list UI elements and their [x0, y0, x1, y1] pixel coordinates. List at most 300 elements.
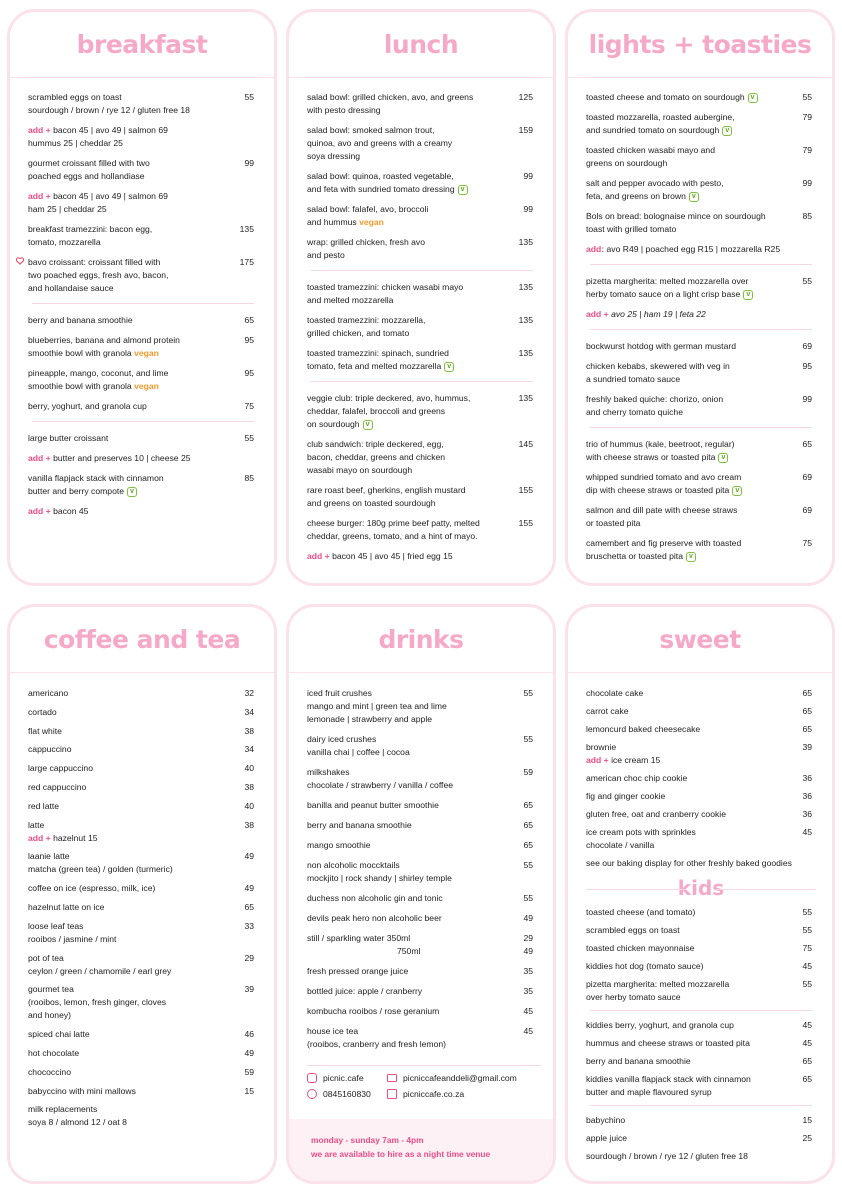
drinks-list	[289, 673, 553, 1051]
menu-item	[586, 942, 816, 955]
item-line	[586, 288, 780, 301]
item-text: toasted cheese and tomato on sourdough	[586, 92, 745, 102]
item-line	[307, 347, 501, 360]
item-price: 49	[523, 913, 533, 923]
item-text: tomato, mozzarella	[28, 237, 101, 247]
item-line	[586, 1114, 780, 1127]
item-line	[307, 530, 501, 543]
item-line	[586, 517, 780, 530]
item-text: salad bowl: quinoa, roasted vegetable,	[307, 171, 454, 181]
item-line	[586, 906, 780, 919]
item-line	[586, 991, 780, 1004]
menu-item	[307, 281, 537, 307]
menu-item	[28, 1103, 258, 1129]
menu-item	[28, 400, 258, 413]
menu-item	[307, 687, 537, 726]
item-text: berry and banana smoothie	[586, 1056, 691, 1066]
item-price: 85	[802, 211, 812, 221]
divider	[590, 1010, 812, 1011]
item-text: bacon 45	[53, 506, 89, 516]
menu-item	[586, 924, 816, 937]
item-line	[307, 91, 501, 104]
phone-icon	[307, 1089, 317, 1099]
item-line	[586, 1055, 780, 1068]
item-price: 49	[523, 946, 533, 956]
item-text: bockwurst hotdog with german mustard	[586, 341, 736, 351]
item-line	[28, 725, 222, 738]
website-link[interactable]	[387, 1089, 464, 1099]
menu-item	[586, 1073, 816, 1099]
item-text: soya dressing	[307, 151, 361, 161]
item-text: red cappuccino	[28, 781, 87, 792]
menu-item	[28, 1066, 258, 1079]
drinks-header	[289, 607, 553, 673]
item-text: fresh pressed orange juice	[307, 966, 409, 976]
item-text: two poached eggs, fresh avo, bacon,	[28, 270, 169, 280]
menu-item	[307, 392, 537, 431]
item-price: 39	[244, 984, 254, 995]
item-text: 750ml	[397, 946, 421, 956]
add-label: add +	[28, 453, 51, 463]
item-text: and greens on toasted sourdough	[307, 498, 436, 508]
menu-item	[586, 1132, 816, 1145]
item-line	[28, 706, 222, 719]
lunch-card	[286, 9, 556, 586]
item-price: 135	[518, 393, 533, 403]
item-price: 49	[244, 851, 254, 862]
item-line	[307, 1038, 501, 1051]
item-text: toasted cheese (and tomato)	[586, 907, 696, 917]
item-line	[586, 223, 780, 236]
section-title: lunch	[383, 30, 459, 59]
item-line	[586, 373, 780, 386]
item-text: bruschetta or toasted pita	[586, 551, 683, 561]
item-line	[586, 1019, 780, 1032]
item-text: americano	[28, 688, 69, 698]
item-text: butter and preserves 10 | cheese 25	[53, 453, 191, 463]
item-price: 40	[244, 763, 254, 774]
item-line	[28, 1047, 222, 1060]
menu-item	[586, 808, 816, 821]
item-text: gourmet tea	[28, 984, 74, 995]
addon-text: hazelnut 15	[53, 832, 98, 843]
item-line	[586, 942, 780, 955]
item-line	[586, 741, 780, 754]
sweet-card	[565, 604, 835, 1184]
divider	[590, 427, 812, 428]
item-text: see our baking display for other freshly baked goodies	[586, 858, 792, 868]
item-text: wasabi mayo on sourdough	[307, 465, 413, 475]
menu-item	[28, 223, 258, 249]
item-price: 38	[244, 781, 254, 792]
item-line	[307, 236, 501, 249]
vegetarian-icon: v	[444, 362, 454, 372]
menu-item	[28, 819, 258, 845]
item-text: trio of hummus (kale, beetroot, regular)	[586, 439, 735, 449]
item-price: 55	[802, 979, 812, 989]
vegetarian-icon: v	[363, 420, 373, 430]
item-line	[586, 857, 816, 870]
item-text: avo R49 | poached egg R15 | mozzarella R25	[606, 244, 781, 254]
item-price: 159	[518, 125, 533, 135]
item-price: 55	[802, 276, 812, 286]
item-text: toasted chicken mayonnaise	[586, 943, 695, 953]
item-text: red latte	[28, 800, 60, 811]
item-price: 155	[518, 518, 533, 528]
item-text: and feta with sundried tomato dressing	[307, 184, 455, 194]
menu-item	[307, 347, 537, 373]
item-price: 45	[523, 1006, 533, 1016]
section-title: drinks	[378, 625, 464, 654]
divider	[590, 264, 812, 265]
item-price: 69	[802, 472, 812, 482]
item-text: mango and mint | green tea and lime	[307, 701, 447, 711]
item-price: 135	[518, 315, 533, 325]
divider	[32, 421, 254, 422]
item-price: 25	[802, 1133, 812, 1143]
item-text: toast with grilled tomato	[586, 224, 677, 234]
item-text: cappuccino	[28, 744, 72, 755]
menu-item	[586, 1055, 816, 1068]
menu-item	[307, 438, 537, 477]
coffee-header	[10, 607, 274, 673]
item-line	[307, 484, 501, 497]
item-text: hazelnut latte on ice	[28, 901, 105, 912]
item-price: 39	[802, 742, 812, 752]
item-line	[28, 190, 222, 203]
item-text: salad bowl: falafel, avo, broccoli	[307, 204, 429, 214]
item-line	[307, 405, 501, 418]
item-price: 35	[523, 966, 533, 976]
item-text: brownie	[586, 742, 617, 752]
phone-link[interactable]	[307, 1089, 371, 1099]
item-line	[307, 451, 501, 464]
item-text: kombucha rooibos / rose geranium	[307, 1006, 440, 1016]
menu-item	[28, 124, 258, 150]
item-line	[586, 550, 780, 563]
instagram-link[interactable]	[307, 1073, 364, 1083]
item-line	[307, 392, 501, 405]
item-line	[28, 472, 222, 485]
item-text: and melted mozzarella	[307, 295, 394, 305]
item-price: 65	[802, 439, 812, 449]
menu-item	[586, 906, 816, 919]
item-text: butter and maple flavoured syrup	[586, 1087, 712, 1097]
menu-item	[28, 901, 258, 914]
menu-item	[28, 190, 258, 216]
menu-item	[28, 687, 258, 700]
item-line	[307, 1025, 501, 1038]
kids-title: kids	[586, 876, 816, 900]
item-text: and hollandaise sauce	[28, 283, 114, 293]
item-text: toasted mozzarella, roasted aubergine,	[586, 112, 735, 122]
item-line	[28, 781, 222, 794]
menu-item	[586, 1037, 816, 1050]
instagram-icon	[307, 1073, 317, 1083]
menu-item	[28, 743, 258, 756]
item-line	[307, 150, 501, 163]
add-label: add +	[28, 506, 51, 516]
item-text: carrot cake	[586, 706, 629, 716]
item-text: large cappuccino	[28, 763, 93, 774]
item-text: a sundried tomato sauce	[586, 374, 681, 384]
heart-icon	[16, 257, 24, 265]
menu-item	[307, 912, 537, 925]
item-line	[586, 157, 780, 170]
item-line	[307, 839, 501, 852]
menu-item	[28, 800, 258, 813]
item-line	[586, 471, 780, 484]
item-price: 29	[244, 952, 254, 963]
item-line	[28, 762, 222, 775]
item-line	[28, 203, 222, 216]
menu-item	[307, 766, 537, 792]
vegetarian-icon: v	[127, 487, 137, 497]
item-price: 34	[244, 706, 254, 717]
lights-list	[568, 78, 832, 563]
item-text: dairy iced crushes	[307, 734, 377, 744]
menu-item	[28, 505, 258, 518]
item-price: 65	[244, 901, 254, 912]
item-line	[28, 124, 222, 137]
item-line	[307, 360, 501, 373]
item-text: large butter croissant	[28, 433, 109, 443]
menu-item	[307, 314, 537, 340]
item-line	[586, 960, 780, 973]
item-text: chococcino	[28, 1066, 71, 1077]
item-text: avo 25 | ham 19 | feta 22	[611, 309, 706, 319]
menu-item	[586, 393, 816, 419]
opening-hours: monday - sunday 7am - 4pm	[311, 1135, 424, 1145]
item-text: lemonade | strawberry and apple	[307, 714, 433, 724]
menu-item	[586, 741, 816, 767]
menu-item	[586, 243, 816, 256]
menu-item	[307, 550, 537, 563]
item-text: (rooibos, lemon, fresh ginger, cloves	[28, 997, 167, 1008]
item-line	[28, 485, 222, 498]
add-label: add +	[28, 125, 51, 135]
menu-item	[28, 725, 258, 738]
email-icon	[387, 1074, 397, 1082]
item-price: 55	[523, 688, 533, 698]
item-text: with pesto dressing	[307, 105, 381, 115]
add-label: add +	[28, 191, 51, 201]
item-price: 55	[523, 893, 533, 903]
lights-card	[565, 9, 835, 586]
menu-item	[28, 850, 258, 876]
item-text: and pesto	[307, 250, 345, 260]
phone-number: 0845160830	[323, 1089, 371, 1099]
item-line	[28, 965, 222, 978]
email-link[interactable]	[387, 1073, 517, 1083]
item-text: camembert and fig preserve with toasted	[586, 538, 742, 548]
item-line	[307, 438, 501, 451]
item-line	[307, 779, 501, 792]
item-text: pizetta margherita: melted mozzarella	[586, 979, 730, 989]
item-text: american choc chip cookie	[586, 773, 688, 783]
menu-item	[586, 1150, 816, 1163]
item-text: scrambled eggs on toast	[28, 92, 122, 102]
item-line	[307, 766, 501, 779]
menu-item	[307, 170, 537, 196]
item-line	[307, 965, 501, 978]
item-line	[28, 996, 222, 1009]
item-price: 95	[244, 368, 254, 378]
item-text: milkshakes	[307, 767, 350, 777]
item-line	[586, 393, 780, 406]
breakfast-header	[10, 12, 274, 78]
menu-item	[586, 340, 816, 353]
item-price: 135	[239, 224, 254, 234]
vegan-label: vegan	[359, 217, 384, 227]
item-price: 69	[802, 505, 812, 515]
item-text: ceylon / green / chamomile / earl grey	[28, 965, 172, 976]
item-line	[28, 104, 222, 117]
item-addon	[28, 832, 222, 845]
item-price: 40	[244, 800, 254, 811]
item-price: 85	[244, 473, 254, 483]
menu-item	[28, 706, 258, 719]
item-text: babychino	[586, 1115, 626, 1125]
menu-item	[307, 733, 537, 759]
menu-item	[586, 438, 816, 464]
item-text: cortado	[28, 706, 57, 717]
item-text: with cheese straws or toasted pita	[586, 452, 716, 462]
item-line	[307, 203, 501, 216]
item-text: pineapple, mango, coconut, and lime	[28, 368, 169, 378]
menu-item	[28, 1047, 258, 1060]
item-text: toasted tramezzini: chicken wasabi mayo	[307, 282, 464, 292]
item-price: 75	[802, 538, 812, 548]
menu-item	[28, 920, 258, 946]
item-price: 33	[244, 920, 254, 931]
vegetarian-icon: v	[722, 126, 732, 136]
item-price: 79	[802, 145, 812, 155]
item-line	[307, 985, 501, 998]
breakfast-list	[10, 78, 274, 518]
item-text: berry, yoghurt, and granola cup	[28, 401, 147, 411]
item-line	[586, 808, 780, 821]
menu-item	[28, 472, 258, 498]
menu-item	[307, 517, 537, 543]
menu-item	[586, 826, 816, 852]
item-price: 49	[244, 883, 254, 894]
item-line	[586, 406, 780, 419]
item-text: smoothie bowl with granola	[28, 381, 132, 391]
lunch-header	[289, 12, 553, 78]
item-line	[307, 464, 501, 477]
item-text: pizetta margherita: melted mozzarella over	[586, 276, 749, 286]
item-text: bavo croissant: croissant filled with	[28, 257, 161, 267]
item-line	[586, 210, 780, 223]
menu-item	[307, 484, 537, 510]
item-line	[28, 1085, 222, 1098]
sweet-list	[568, 673, 832, 1163]
item-line	[586, 275, 780, 288]
item-price: 55	[802, 92, 812, 102]
item-price: 15	[244, 1085, 254, 1096]
item-text: smoothie bowl with granola	[28, 348, 132, 358]
item-text: blueberries, banana and almond protein	[28, 335, 180, 345]
item-text: non alcoholic moccktails	[307, 860, 400, 870]
venue-hire-note: we are available to hire as a night time venue	[311, 1149, 491, 1159]
menu-item	[586, 537, 816, 563]
menu-item	[586, 471, 816, 497]
add-label: add:	[586, 244, 605, 254]
item-text: latte	[28, 819, 45, 830]
item-line	[586, 1086, 780, 1099]
item-text: cheddar, greens, tomato, and a hint of mayo.	[307, 531, 478, 541]
item-text: toasted chicken wasabi mayo and	[586, 145, 715, 155]
item-text: berry and banana smoothie	[28, 315, 133, 325]
section-title: coffee and tea	[43, 625, 241, 654]
item-text: kiddies hot dog (tomato sauce)	[586, 961, 704, 971]
item-text: freshly baked quiche: chorizo, onion	[586, 394, 724, 404]
item-line	[28, 1066, 222, 1079]
menu-item	[28, 762, 258, 775]
vegetarian-icon: v	[748, 93, 758, 103]
menu-item	[28, 882, 258, 895]
item-text: rare roast beef, gherkins, english mustard	[307, 485, 466, 495]
item-line	[586, 826, 780, 839]
item-price: 69	[802, 341, 812, 351]
menu-item	[307, 859, 537, 885]
menu-item	[28, 367, 258, 393]
coffee-card	[7, 604, 277, 1184]
item-line	[28, 505, 222, 518]
item-line	[307, 327, 501, 340]
item-text: spiced chai latte	[28, 1029, 90, 1040]
item-line	[586, 1150, 780, 1163]
item-line	[307, 294, 501, 307]
item-price: 34	[244, 744, 254, 755]
item-text: cheddar, falafel, broccoli and greens	[307, 406, 446, 416]
item-text: gluten free, oat and cranberry cookie	[586, 809, 726, 819]
item-price: 55	[523, 860, 533, 870]
item-text: bottled juice: apple / cranberry	[307, 986, 423, 996]
item-text: greens on sourdough	[586, 158, 668, 168]
item-line	[586, 144, 780, 157]
item-line	[307, 700, 501, 713]
menu-item	[586, 275, 816, 301]
item-price: 55	[244, 433, 254, 443]
item-text: wrap: grilled chicken, fresh avo	[307, 237, 425, 247]
item-price: 145	[518, 439, 533, 449]
item-text: pot of tea	[28, 952, 64, 963]
item-line	[28, 933, 222, 946]
item-line	[586, 1073, 780, 1086]
menu-item	[586, 1019, 816, 1032]
menu-item	[586, 360, 816, 386]
menu-item	[586, 210, 816, 236]
item-text: laanie latte	[28, 851, 70, 862]
menu-item	[28, 314, 258, 327]
vegetarian-icon: v	[743, 290, 753, 300]
item-line	[307, 314, 501, 327]
item-line	[28, 256, 222, 269]
item-line	[586, 111, 780, 124]
divider	[311, 270, 533, 271]
item-line	[586, 839, 780, 852]
item-line	[28, 282, 222, 295]
menu-item	[586, 144, 816, 170]
item-text: chocolate / strawberry / vanilla / coffee	[307, 780, 454, 790]
item-line	[28, 920, 222, 933]
item-text: hummus and cheese straws or toasted pita	[586, 1038, 750, 1048]
item-line	[307, 859, 501, 872]
item-line	[307, 687, 501, 700]
menu-item	[28, 1028, 258, 1041]
